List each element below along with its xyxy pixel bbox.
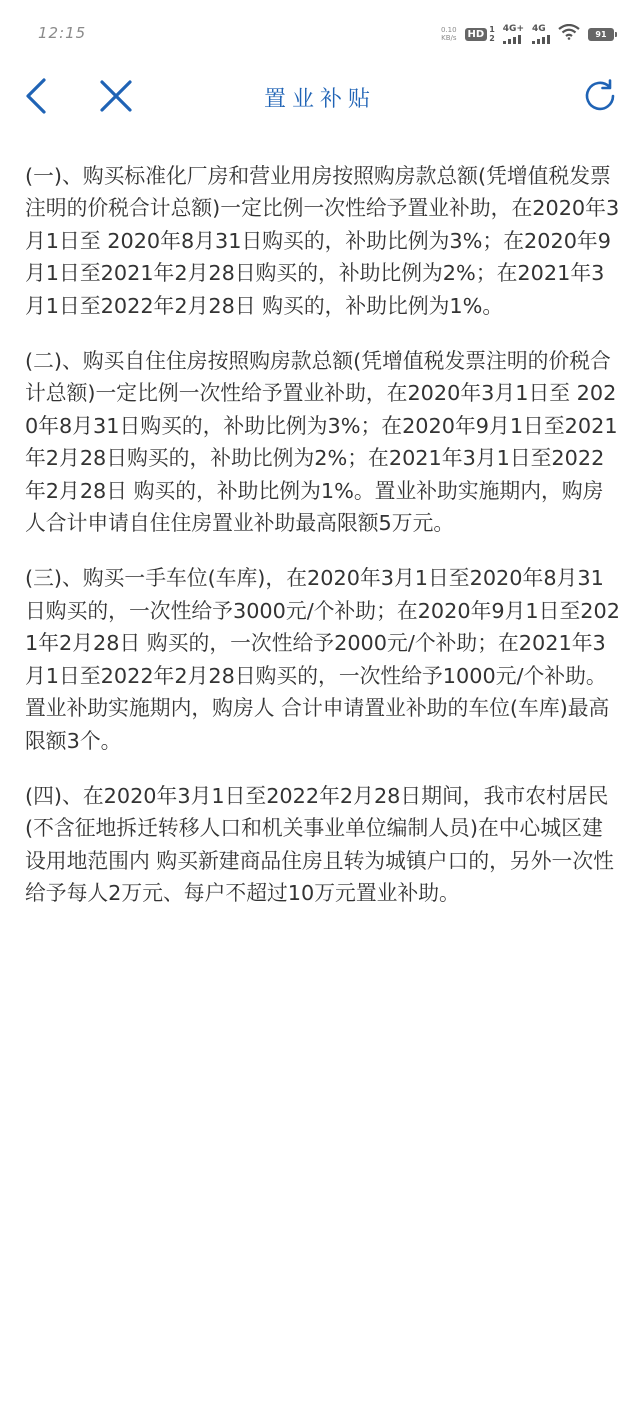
status-bar <box>0 0 640 66</box>
page-title: 置业补贴 <box>263 87 376 112</box>
paragraph-3: (三)、购买一手车位(车库)，在2020年3月1日至2020年8月31日购买的，一次性给予3000元/个补助；在2020年9月1日至2021年2月28日 购买的，一次性给予2000元/个补助；在2021年3月1日至2022年2月28日购买的，一次性给予1000元/个补助。置业补助实施期内，购房人 合计申请置业补助的车位(车库)最高限额3个。 <box>25 566 620 753</box>
hd-voice-icon <box>465 25 495 43</box>
battery-icon: 91 <box>588 28 614 41</box>
hd-label: HD <box>465 28 488 41</box>
status-icons <box>441 22 614 46</box>
close-button[interactable] <box>94 76 138 120</box>
network-speed-value: 0.10 <box>440 26 457 34</box>
hd-sim-numbers <box>489 25 495 43</box>
wifi-icon <box>558 24 580 44</box>
network-speed <box>441 26 457 42</box>
nav-bar <box>0 66 640 128</box>
paragraph-2: (二)、购买自住住房按照购房款总额(凭增值税发票注明的价税合计总额)一定比例一次性给予置业补助，在2020年3月1日至 2020年8月31日购买的，补助比例为3%；在2020年9月1日至2021年2月28日购买的，补助比例为2%；在2021年3月1日至2022年2月28日 购买的，补助比例为1%。置业补助实施期内，购房人合计申请自住住房置业补助最高限额5万元。 <box>25 349 618 536</box>
signal1-bars <box>503 35 521 44</box>
signal1-label: 4G+ <box>502 23 524 34</box>
network-speed-unit: KB/s <box>441 34 457 42</box>
paragraph-4: (四)、在2020年3月1日至2022年2月28日期间，我市农村居民(不含征地拆迁转移人口和机关事业单位编制人员)在中心城区建设用地范围内 购买新建商品住房且转为城镇户口的，另外一次性给予每人2万元、每户不超过10万元置业补助。 <box>25 783 614 906</box>
signal2-bars <box>532 35 550 44</box>
refresh-icon <box>582 78 618 118</box>
close-icon <box>99 79 133 117</box>
paragraph-1: (一)、购买标准化厂房和营业用房按照购房款总额(凭增值税发票注明的价税合计总额)一定比例一次性给予置业补助，在2020年3月1日至 2020年8月31日购买的，补助比例为3%；在2020年9月1日至2021年2月28日购买的，补助比例为2%；在2021年3月1日至2022年2月28日 购买的，补助比例为1%。 <box>25 164 620 318</box>
signal-4g-icon <box>532 25 550 44</box>
status-time: 12:15 <box>38 24 87 42</box>
hd-sim-top: 1 <box>489 25 495 34</box>
signal-4g-plus-icon <box>503 25 524 44</box>
chevron-left-icon <box>23 77 49 119</box>
article-content <box>25 160 623 933</box>
refresh-button[interactable] <box>578 76 622 120</box>
hd-sim-bottom: 2 <box>489 34 495 43</box>
back-button[interactable] <box>14 76 58 120</box>
signal2-label: 4G <box>532 23 546 34</box>
